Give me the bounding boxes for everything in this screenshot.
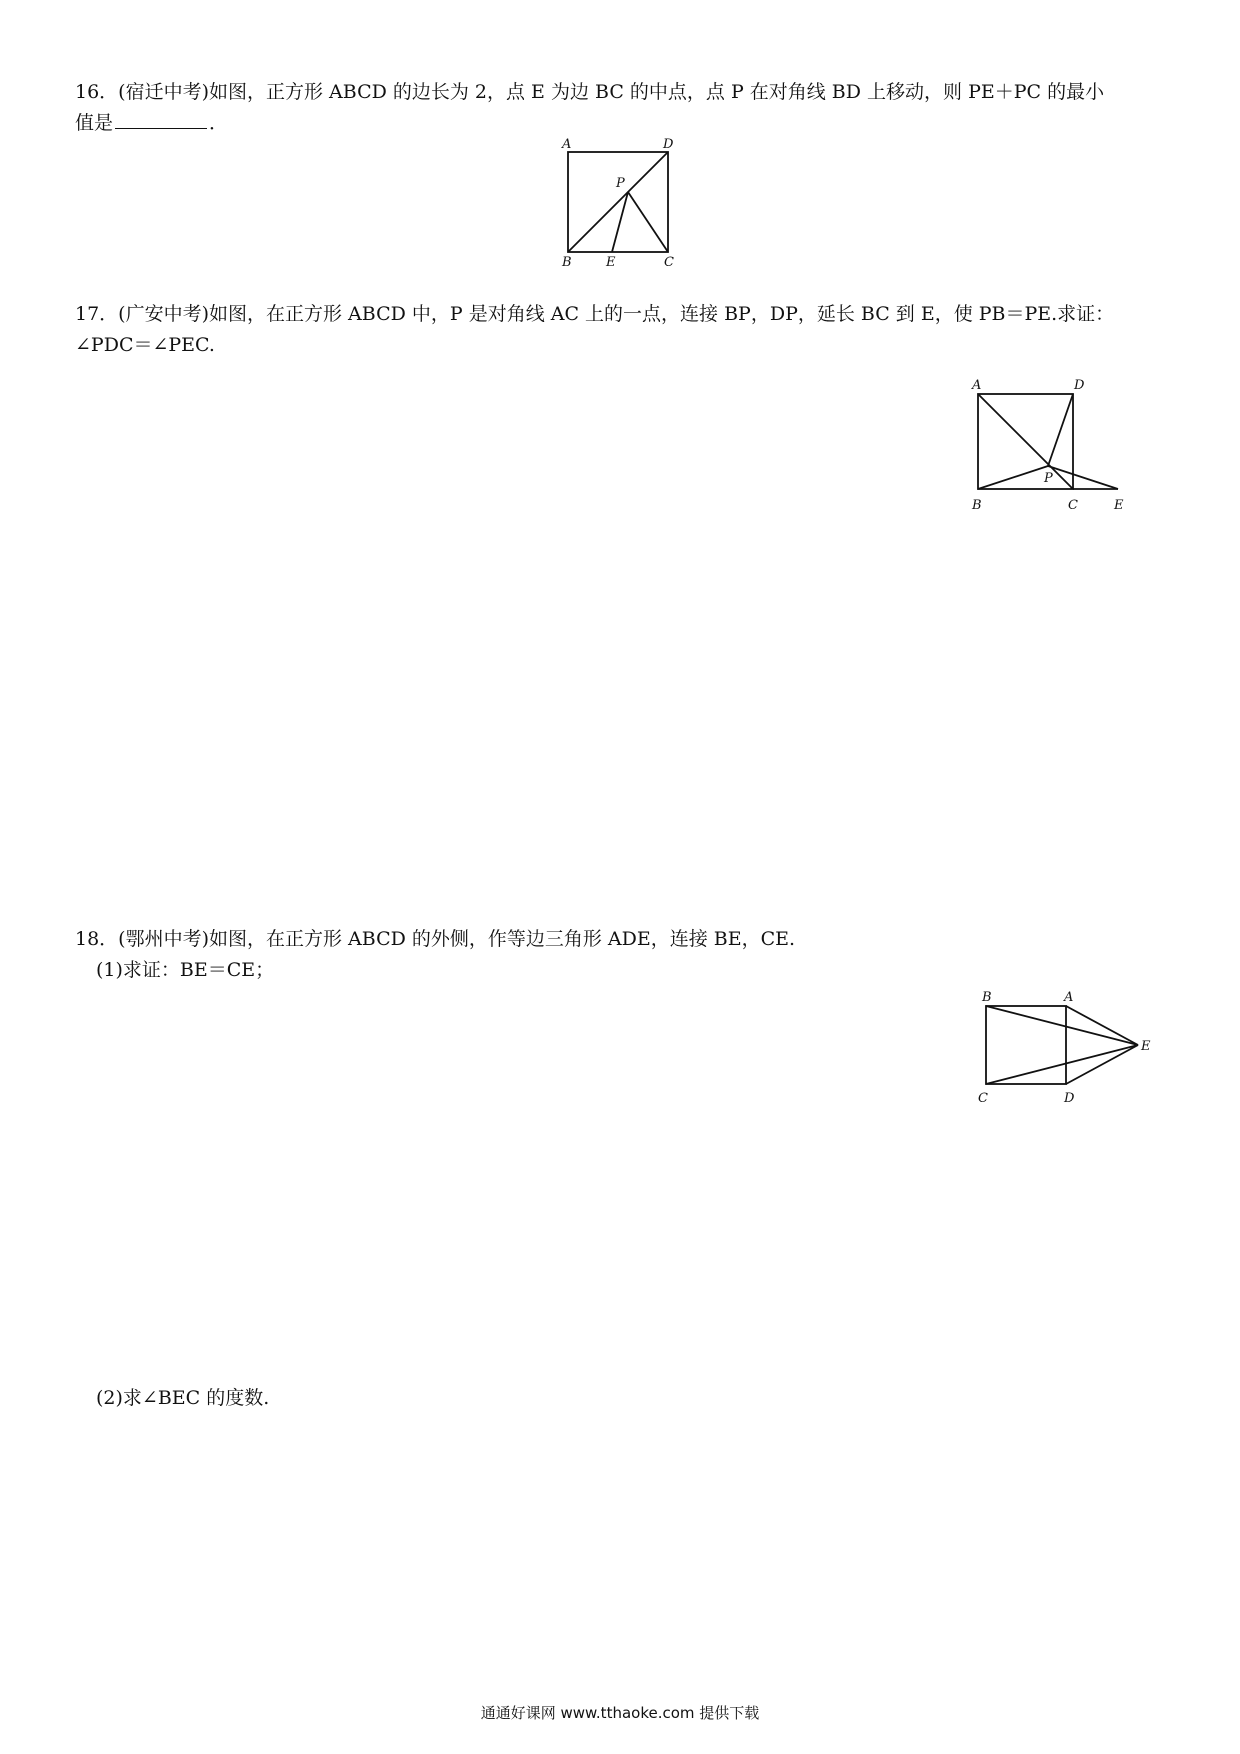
q16-line2-prefix: 值是 bbox=[75, 112, 114, 134]
q16-answer-blank bbox=[115, 110, 207, 129]
q18-segment-be bbox=[986, 1006, 1138, 1045]
q17-segment-pe bbox=[1048, 466, 1118, 489]
q18-label-b: B bbox=[982, 990, 992, 1005]
page-footer: 通通好课网 www.tthaoke.com 提供下载 bbox=[480, 1704, 760, 1722]
q18-label-e: E bbox=[1141, 1039, 1151, 1054]
q16-label-b: B bbox=[562, 255, 572, 270]
q18-label-c: C bbox=[978, 1091, 988, 1106]
q16-label-c: C bbox=[664, 255, 674, 270]
q17-text-line2: ∠PDC＝∠PEC. bbox=[75, 334, 215, 356]
q17-text-line1: 17．(广安中考)如图，在正方形 ABCD 中，P 是对角线 AC 上的一点，连接 BP，DP，延长 BC 到 E，使 PB＝PE.求证： bbox=[75, 303, 1115, 325]
q17-label-e: E bbox=[1114, 498, 1124, 513]
q18-part1: (1)求证：BE＝CE； bbox=[96, 959, 275, 981]
q18-segment-de bbox=[1066, 1045, 1138, 1084]
q16-label-p: P bbox=[616, 176, 625, 191]
q16-text-line1: 16．(宿迁中考)如图，正方形 ABCD 的边长为 2，点 E 为边 BC 的中点，点 P 在对角线 BD 上移动，则 PE＋PC 的最小 bbox=[75, 81, 1105, 103]
q18-label-d: D bbox=[1064, 1091, 1075, 1106]
q16-label-e: E bbox=[606, 255, 616, 270]
q17-figure bbox=[964, 374, 1134, 514]
q18-segment-ae bbox=[1066, 1006, 1138, 1045]
q17-label-b: B bbox=[972, 498, 982, 513]
q17-label-a: A bbox=[972, 378, 982, 393]
q17-label-d: D bbox=[1074, 378, 1085, 393]
q18-text-line1: 18．(鄂州中考)如图，在正方形 ABCD 的外侧，作等边三角形 ADE，连接 BE，CE. bbox=[75, 928, 796, 950]
q16-label-d: D bbox=[663, 137, 674, 152]
q18-square bbox=[986, 1006, 1066, 1084]
q17-label-c: C bbox=[1068, 498, 1078, 513]
q18-figure bbox=[968, 986, 1168, 1116]
q17-diagonal-ac bbox=[978, 394, 1073, 489]
q16-label-a: A bbox=[562, 137, 572, 152]
q17-segment-bp bbox=[978, 466, 1048, 489]
q16-line2-suffix: ． bbox=[209, 112, 229, 134]
q18-label-a: A bbox=[1064, 990, 1074, 1005]
q16-diagonal-bd bbox=[568, 152, 668, 252]
q17-label-p: P bbox=[1044, 471, 1053, 486]
q17-segment-dp bbox=[1048, 394, 1073, 466]
q16-figure bbox=[560, 135, 690, 270]
q16-text-line2 bbox=[75, 110, 228, 136]
q16-segment-pc bbox=[628, 192, 668, 252]
q18-segment-ce bbox=[986, 1045, 1138, 1084]
q18-part2: (2)求∠BEC 的度数. bbox=[96, 1387, 270, 1409]
